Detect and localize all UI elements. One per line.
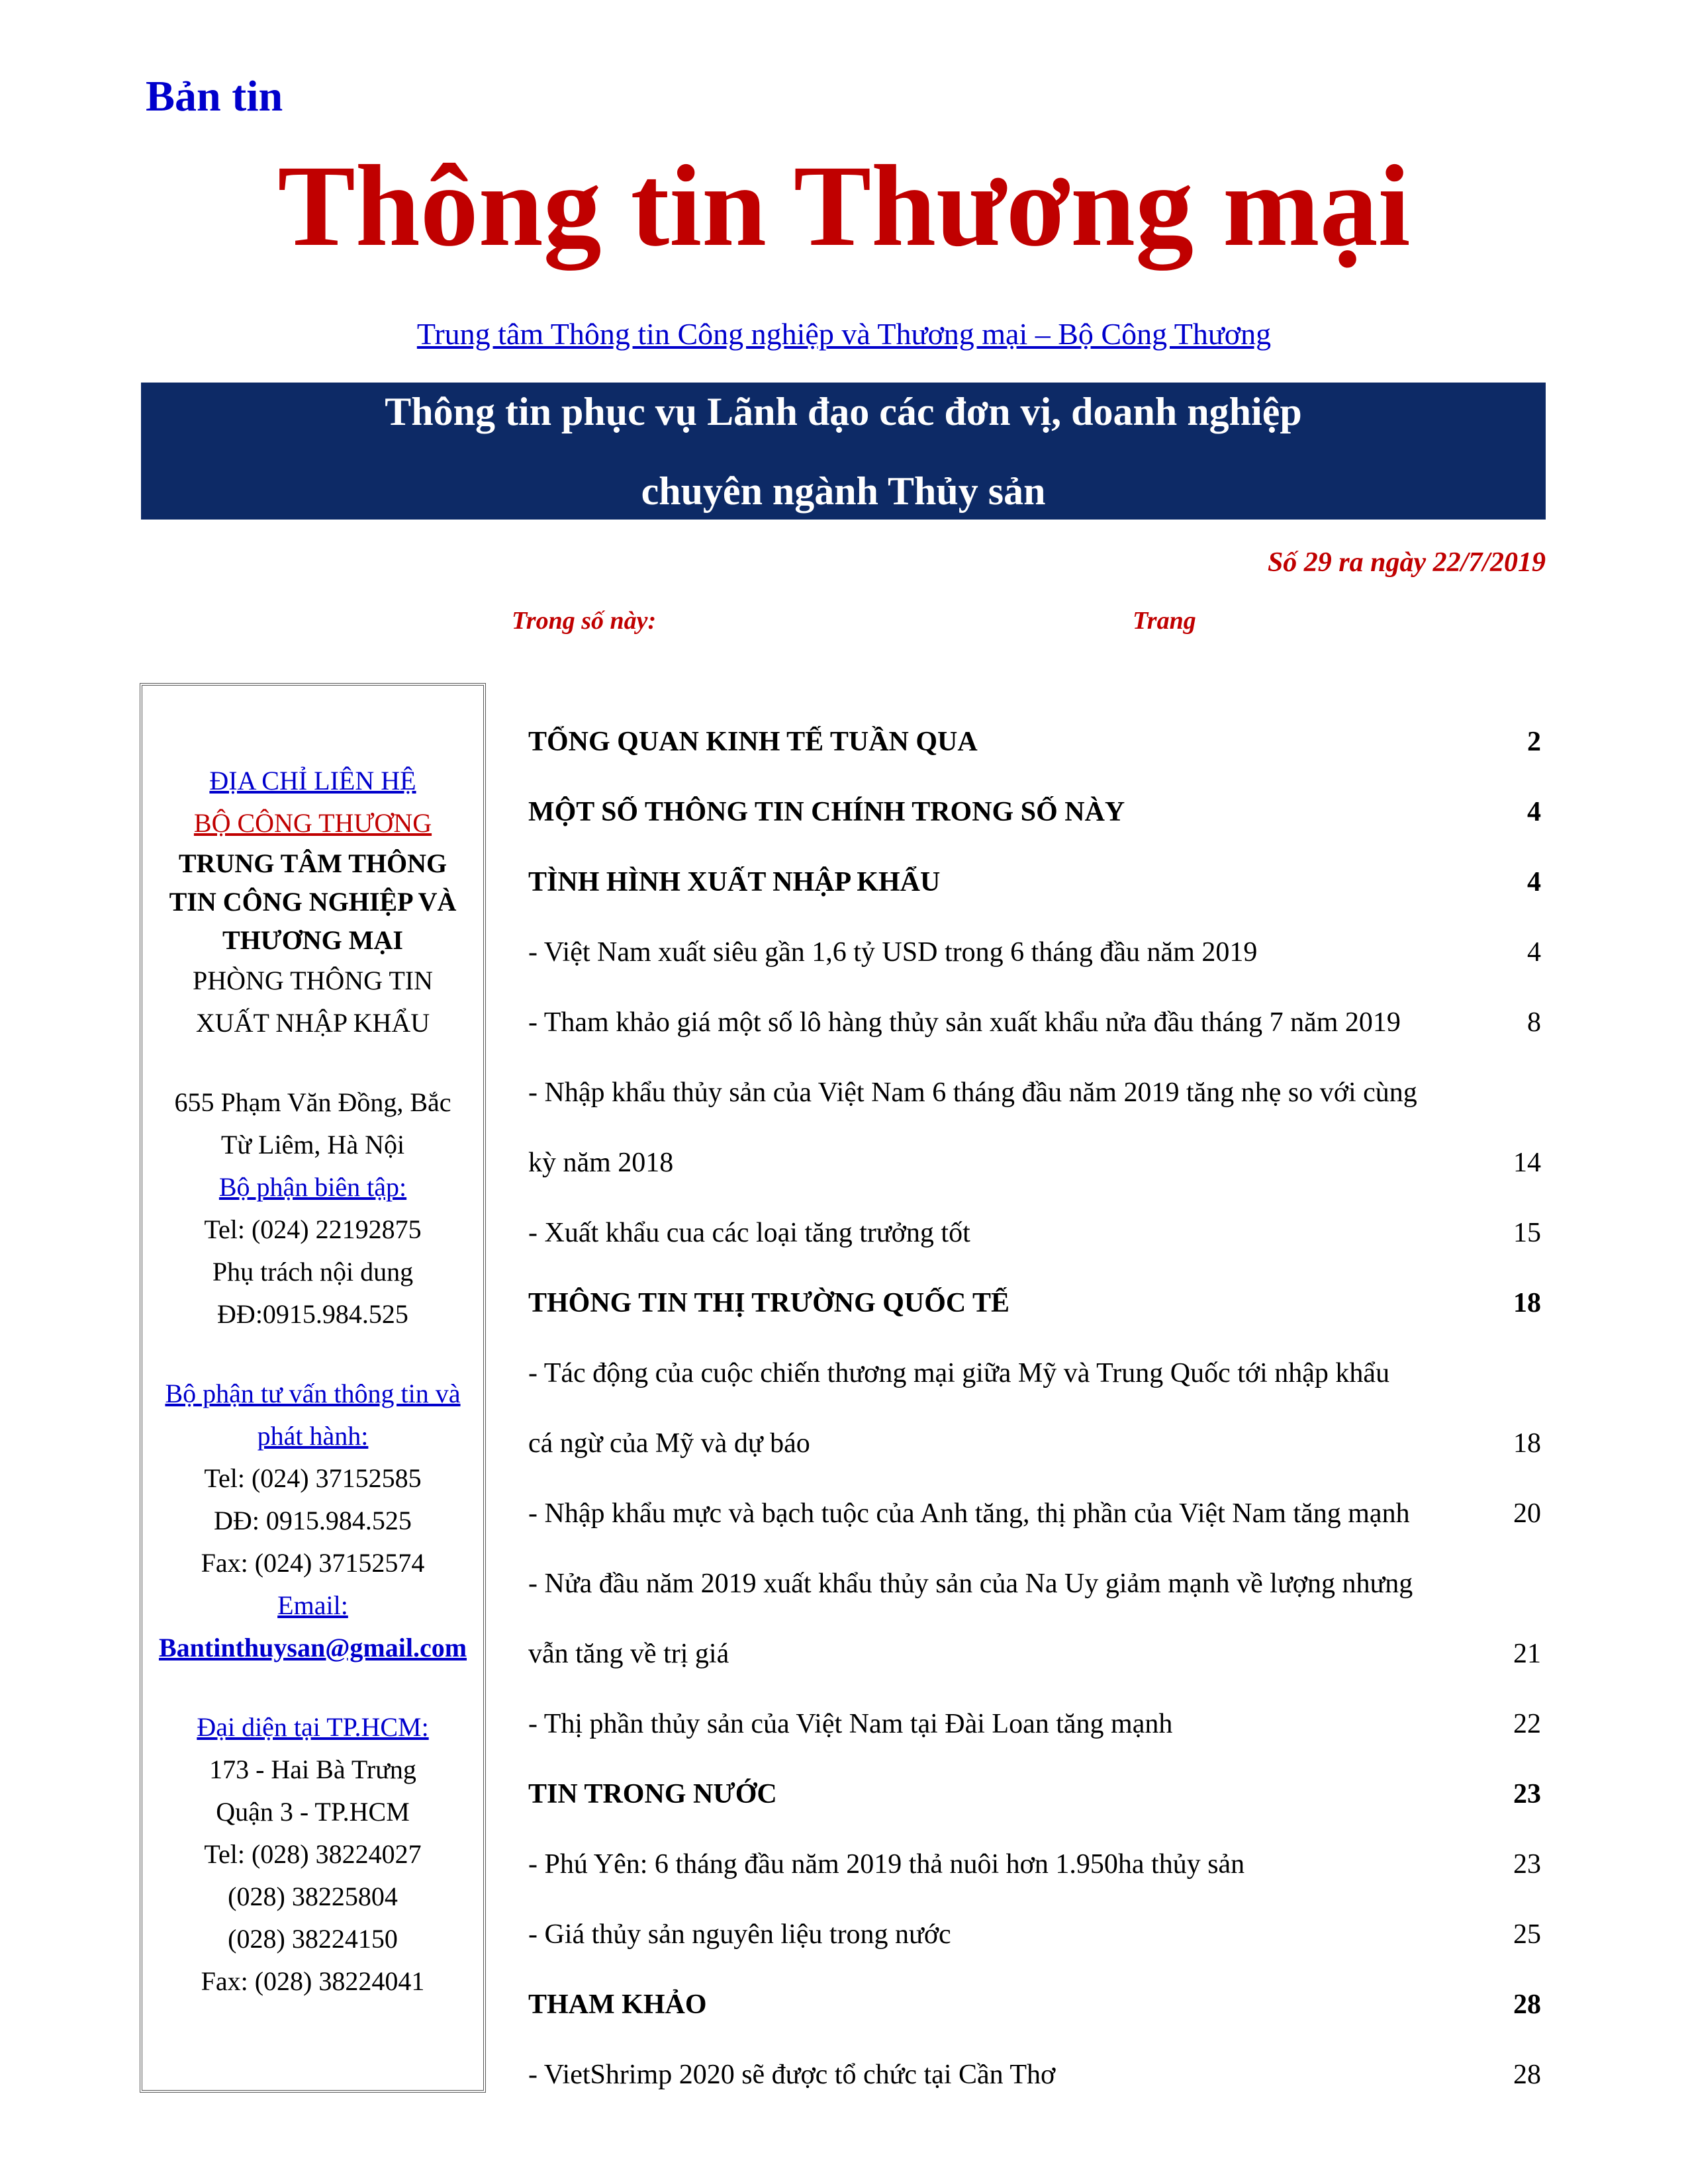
toc-entry[interactable] — [528, 1479, 1541, 1549]
contact-sidebar — [140, 683, 486, 2093]
toc-entry[interactable] — [528, 1829, 1541, 1899]
toc-entry[interactable] — [528, 1198, 1541, 1268]
email-label[interactable]: Email: — [277, 1590, 348, 1620]
toc-page-number: 28 — [1513, 2060, 1541, 2090]
toc-entry-title: - Nửa đầu năm 2019 xuất khẩu thủy sản của Na Uy giảm mạnh về lượng nhưng — [528, 1569, 1413, 1599]
page-title: Thông tin Thương mại — [277, 142, 1411, 271]
toc-page-number: 22 — [1513, 1709, 1541, 1739]
hcm-address-1: 173 - Hai Bà Trưng — [209, 1754, 416, 1784]
toc-page-number: 23 — [1513, 1849, 1541, 1880]
toc-section-heading[interactable] — [528, 1268, 1541, 1338]
toc-entry[interactable] — [528, 1899, 1541, 1970]
toc-entry-title: - Tham khảo giá một số lô hàng thủy sản xuất khẩu nửa đầu tháng 7 năm 2019 — [528, 1007, 1401, 1038]
toc-entry-title: THÔNG TIN THỊ TRƯỜNG QUỐC TẾ — [528, 1288, 1010, 1318]
advisory-tel: Tel: (024) 37152585 — [204, 1463, 422, 1493]
toc-page-number: 21 — [1513, 1639, 1541, 1669]
toc-entry-title: - VietShrimp 2020 sẽ được tổ chức tại Cần Thơ — [528, 2060, 1056, 2090]
banner-line-2: chuyên ngành Thủy sản — [641, 469, 1046, 513]
toc-section-heading[interactable] — [528, 1970, 1541, 2040]
table-of-contents — [528, 707, 1541, 2110]
ministry-name[interactable]: BỘ CÔNG THƯƠNG — [193, 808, 432, 838]
toc-entry-title: - Việt Nam xuất siêu gần 1,6 tỷ USD trong 6 tháng đầu năm 2019 — [528, 937, 1258, 968]
toc-page-number: 2 — [1527, 727, 1541, 757]
toc-entry[interactable] — [528, 1689, 1541, 1759]
address-1: 655 Phạm Văn Đồng, Bắc — [174, 1087, 451, 1117]
toc-entry[interactable] — [528, 1619, 1541, 1689]
department-2: XUẤT NHẬP KHẨU — [195, 1008, 430, 1038]
toc-entry[interactable] — [528, 2040, 1541, 2110]
toc-entry-title: - Phú Yên: 6 tháng đầu năm 2019 thả nuôi hơn 1.950ha thủy sản — [528, 1849, 1245, 1880]
email-link[interactable]: Bantinthuysan@gmail.com — [158, 1633, 467, 1662]
bulletin-label: Bản tin — [146, 72, 283, 120]
content-manager: Phụ trách nội dung — [212, 1257, 414, 1287]
hcm-tel-1: Tel: (028) 38224027 — [204, 1839, 422, 1869]
toc-entry-title: - Xuất khẩu cua các loại tăng trưởng tốt — [528, 1218, 970, 1248]
in-this-issue-label: Trong số này: — [512, 607, 657, 635]
toc-page-number: 18 — [1513, 1288, 1541, 1318]
issue-number: Số 29 ra ngày 22/7/2019 — [1267, 547, 1546, 578]
center-name-2: TIN CÔNG NGHIỆP VÀ — [169, 887, 457, 917]
toc-page-number: 4 — [1527, 937, 1541, 968]
editorial-tel: Tel: (024) 22192875 — [204, 1214, 422, 1244]
toc-entry-title: TỔNG QUAN KINH TẾ TUẦN QUA — [528, 727, 978, 757]
toc-entry-title: - Thị phần thủy sản của Việt Nam tại Đài Loan tăng mạnh — [528, 1709, 1173, 1739]
center-name-1: TRUNG TÂM THÔNG — [178, 848, 447, 878]
toc-entry[interactable] — [528, 1058, 1541, 1128]
toc-entry-title: TIN TRONG NƯỚC — [528, 1779, 777, 1809]
editorial-label[interactable]: Bộ phận biên tập: — [218, 1172, 407, 1202]
toc-entry[interactable] — [528, 1128, 1541, 1198]
toc-page-number: 4 — [1527, 797, 1541, 827]
toc-entry[interactable] — [528, 1338, 1541, 1408]
toc-page-number: 8 — [1527, 1007, 1541, 1038]
hcm-address-2: Quận 3 - TP.HCM — [216, 1797, 410, 1827]
hcm-tel-2: (028) 38225804 — [228, 1882, 398, 1911]
advisory-mobile: DĐ: 0915.984.525 — [214, 1506, 412, 1535]
hcm-tel-3: (028) 38224150 — [228, 1924, 398, 1954]
department-1: PHÒNG THÔNG TIN — [193, 966, 433, 995]
content-phone: ĐĐ:0915.984.525 — [217, 1299, 408, 1329]
toc-entry[interactable] — [528, 1408, 1541, 1479]
toc-section-heading[interactable] — [528, 1759, 1541, 1829]
toc-page-number: 14 — [1513, 1148, 1541, 1178]
toc-page-number: 20 — [1513, 1498, 1541, 1529]
toc-entry-title: - Tác động của cuộc chiến thương mại giữa Mỹ và Trung Quốc tới nhập khẩu — [528, 1358, 1390, 1388]
toc-section-heading[interactable] — [528, 777, 1541, 847]
center-name-3: THƯƠNG MẠI — [222, 925, 403, 955]
toc-page-number: 15 — [1513, 1218, 1541, 1248]
toc-entry-title: MỘT SỐ THÔNG TIN CHÍNH TRONG SỐ NÀY — [528, 797, 1125, 827]
page-column-label: Trang — [1133, 607, 1196, 635]
toc-entry-title: THAM KHẢO — [528, 1989, 707, 2020]
toc-entry-title: - Nhập khẩu thủy sản của Việt Nam 6 tháng đầu năm 2019 tăng nhẹ so với cùng — [528, 1077, 1417, 1108]
toc-entry-title: vẫn tăng về trị giá — [528, 1639, 729, 1669]
subject-banner — [141, 383, 1546, 520]
advisory-fax: Fax: (024) 37152574 — [201, 1548, 425, 1578]
address-2: Từ Liêm, Hà Nội — [220, 1130, 405, 1160]
toc-page-number: 25 — [1513, 1919, 1541, 1950]
hcm-label[interactable]: Đại diện tại TP.HCM: — [197, 1712, 429, 1742]
contact-title[interactable]: ĐỊA CHỈ LIÊN HỆ — [209, 766, 416, 796]
toc-entry-title: - Nhập khẩu mực và bạch tuộc của Anh tăng, thị phần của Việt Nam tăng mạnh — [528, 1498, 1410, 1529]
toc-page-number: 4 — [1527, 867, 1541, 897]
toc-entry[interactable] — [528, 987, 1541, 1058]
toc-entry-title: - Giá thủy sản nguyên liệu trong nước — [528, 1919, 951, 1950]
toc-section-heading[interactable] — [528, 847, 1541, 917]
toc-page-number: 18 — [1513, 1428, 1541, 1459]
toc-entry-title: kỳ năm 2018 — [528, 1148, 674, 1178]
hcm-fax: Fax: (028) 38224041 — [201, 1966, 425, 1996]
toc-entry[interactable] — [528, 1549, 1541, 1619]
toc-section-heading[interactable] — [528, 707, 1541, 777]
toc-page-number: 23 — [1513, 1779, 1541, 1809]
advisory-label-1[interactable]: Bộ phận tư vấn thông tin và — [165, 1379, 461, 1408]
toc-entry-title: TÌNH HÌNH XUẤT NHẬP KHẨU — [528, 867, 941, 897]
toc-entry-title: cá ngừ của Mỹ và dự báo — [528, 1428, 810, 1459]
publisher-link[interactable]: Trung tâm Thông tin Công nghiệp và Thương mại – Bộ Công Thương — [416, 317, 1272, 351]
advisory-label-2[interactable]: phát hành: — [257, 1421, 369, 1451]
toc-page-number: 28 — [1513, 1989, 1541, 2020]
banner-line-1: Thông tin phục vụ Lãnh đạo các đơn vị, doanh nghiệp — [385, 389, 1302, 433]
toc-entry[interactable] — [528, 917, 1541, 987]
